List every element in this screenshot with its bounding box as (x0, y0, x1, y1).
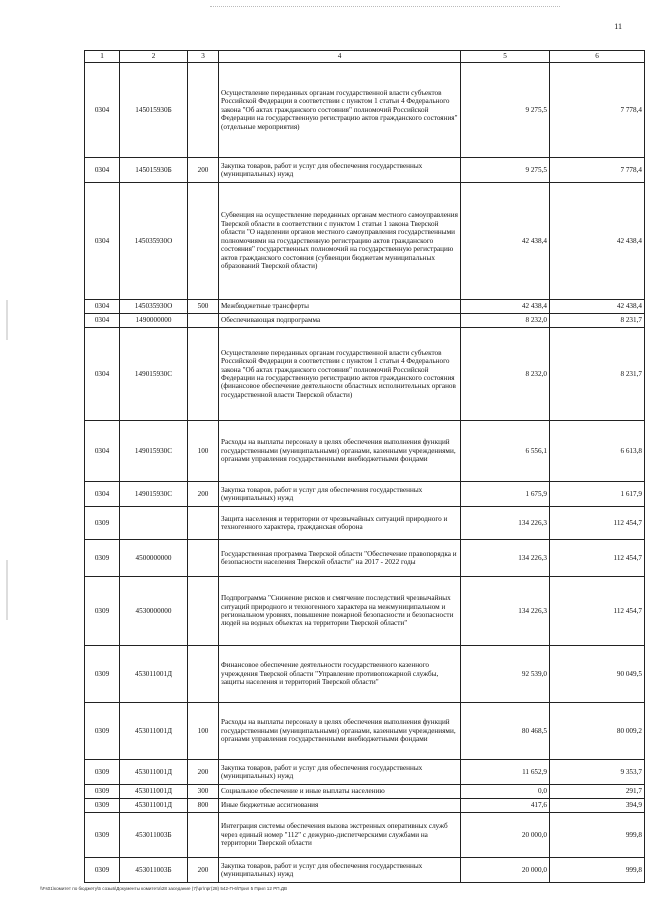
cell-expense-type: 200 (188, 482, 219, 507)
header-col-3: 3 (188, 51, 219, 63)
cell-section: 0309 (85, 799, 120, 813)
cell-target-article: 4500000000 (120, 540, 188, 577)
cell-description: Иные бюджетные ассигнования (219, 799, 461, 813)
cell-amount-actual: 6 613,8 (550, 421, 645, 482)
cell-description: Субвенция на осуществление переданных органам местного самоуправления Тверской области в соответствии с пунктом 1 статьи 1 закона Тверской области "О наделении органов местного самоуправления государственными полномочиями на государственную регистрацию актов гражданского состояния" государственных полномочий на государственную регистрацию актов гражданского состояния (субвенции бюджетам муниципальных образований Тверской области) (219, 183, 461, 300)
cell-amount-actual: 7 778,4 (550, 158, 645, 183)
cell-amount-planned: 134 226,3 (461, 577, 550, 646)
cell-amount-actual: 7 778,4 (550, 63, 645, 158)
footer-file-path: \\Fs01\комитет по бюджету\5 созыв\Документы комитета\28 заседание (7)\рг\прг(28) 542-П-6\Прил 5 Прил 12 РП.ДВ (40, 886, 288, 891)
cell-amount-planned: 134 226,3 (461, 507, 550, 540)
cell-amount-actual: 112 454,7 (550, 577, 645, 646)
cell-amount-actual: 9 353,7 (550, 760, 645, 785)
cell-target-article: 4530000000 (120, 577, 188, 646)
scan-margin-mark (6, 300, 8, 340)
cell-section: 0309 (85, 760, 120, 785)
cell-section: 0304 (85, 63, 120, 158)
cell-target-article: 149015930С (120, 421, 188, 482)
cell-section: 0309 (85, 507, 120, 540)
cell-description: Финансовое обеспечение деятельности государственного казенного учреждения Тверской области "Управление противопожарной службы, защиты населения и территорий Тверской области" (219, 646, 461, 703)
cell-amount-actual: 999,8 (550, 813, 645, 858)
header-col-2: 2 (120, 51, 188, 63)
cell-amount-actual: 999,8 (550, 858, 645, 883)
table-row (85, 646, 645, 703)
cell-description: Осуществление переданных органам государственной власти субъектов Российской Федерации в соответствии с пунктом 1 статьи 4 Федерального закона "Об актах гражданского состояния" полномочий Российской Федерации на государственную регистрацию актов гражданского состояния" (отдельные мероприятия) (219, 63, 461, 158)
table-row (85, 760, 645, 785)
table-row (85, 314, 645, 328)
cell-target-article: 453011001Д (120, 760, 188, 785)
cell-description: Подпрограмма "Снижение рисков и смягчение последствий чрезвычайных ситуаций природного и техногенного характера на межмуниципальном и региональном уровнях, повышение пожарной безопасности и безопасности людей на водных объектах на территории Тверской области" (219, 577, 461, 646)
cell-expense-type (188, 540, 219, 577)
cell-amount-planned: 92 539,0 (461, 646, 550, 703)
table-header-row (85, 51, 645, 63)
header-col-6: 6 (550, 51, 645, 63)
cell-target-article: 145035930О (120, 183, 188, 300)
cell-amount-planned: 20 000,0 (461, 813, 550, 858)
table-row (85, 813, 645, 858)
cell-amount-planned: 42 438,4 (461, 183, 550, 300)
cell-description: Закупка товаров, работ и услуг для обеспечения государственных (муниципальных) нужд (219, 760, 461, 785)
table-row (85, 421, 645, 482)
cell-section: 0309 (85, 540, 120, 577)
table-row (85, 300, 645, 314)
table-row (85, 482, 645, 507)
cell-amount-planned: 417,6 (461, 799, 550, 813)
cell-expense-type: 800 (188, 799, 219, 813)
cell-amount-actual: 394,9 (550, 799, 645, 813)
cell-amount-planned: 42 438,4 (461, 300, 550, 314)
cell-expense-type: 100 (188, 421, 219, 482)
cell-amount-actual: 80 009,2 (550, 703, 645, 760)
cell-amount-planned: 9 275,5 (461, 158, 550, 183)
cell-section: 0304 (85, 482, 120, 507)
cell-description: Обеспечивающая подпрограмма (219, 314, 461, 328)
cell-target-article: 453011003Б (120, 813, 188, 858)
cell-description: Закупка товаров, работ и услуг для обеспечения государственных (муниципальных) нужд (219, 482, 461, 507)
table-row (85, 858, 645, 883)
cell-amount-planned: 11 652,9 (461, 760, 550, 785)
cell-amount-actual: 8 231,7 (550, 328, 645, 421)
cell-amount-actual: 1 617,9 (550, 482, 645, 507)
cell-amount-actual: 8 231,7 (550, 314, 645, 328)
cell-section: 0304 (85, 183, 120, 300)
cell-description: Государственная программа Тверской области "Обеспечение правопорядка и безопасности населения Тверской области" на 2017 - 2022 годы (219, 540, 461, 577)
scan-margin-mark (6, 560, 8, 620)
cell-expense-type (188, 813, 219, 858)
table-row (85, 183, 645, 300)
cell-amount-planned: 6 556,1 (461, 421, 550, 482)
cell-amount-actual: 90 049,5 (550, 646, 645, 703)
cell-description: Интеграция системы обеспечения вызова экстренных оперативных служб через единый номер "112" с дежурно-диспетчерскими службами на территории Тверской области (219, 813, 461, 858)
cell-section: 0304 (85, 300, 120, 314)
cell-section: 0309 (85, 858, 120, 883)
budget-table-body (85, 51, 645, 883)
cell-expense-type: 100 (188, 703, 219, 760)
cell-expense-type (188, 183, 219, 300)
cell-target-article: 145015930Б (120, 158, 188, 183)
cell-amount-actual: 112 454,7 (550, 507, 645, 540)
cell-section: 0309 (85, 785, 120, 799)
cell-expense-type (188, 314, 219, 328)
cell-target-article: 453011001Д (120, 646, 188, 703)
cell-amount-actual: 42 438,4 (550, 183, 645, 300)
table-row (85, 158, 645, 183)
cell-amount-actual: 42 438,4 (550, 300, 645, 314)
table-row (85, 785, 645, 799)
table-row (85, 63, 645, 158)
cell-amount-planned: 20 000,0 (461, 858, 550, 883)
cell-expense-type (188, 328, 219, 421)
cell-description: Межбюджетные трансферты (219, 300, 461, 314)
page-number: 11 (614, 22, 622, 31)
cell-amount-planned: 134 226,3 (461, 540, 550, 577)
cell-expense-type: 200 (188, 158, 219, 183)
cell-section: 0309 (85, 703, 120, 760)
table-row (85, 540, 645, 577)
table-row (85, 577, 645, 646)
cell-amount-actual: 112 454,7 (550, 540, 645, 577)
cell-expense-type: 500 (188, 300, 219, 314)
scan-top-line (210, 6, 560, 7)
cell-amount-planned: 8 232,0 (461, 314, 550, 328)
cell-section: 0309 (85, 813, 120, 858)
cell-description: Расходы на выплаты персоналу в целях обеспечения выполнения функций государственными (муниципальными) органами, казенными учреждениями, органами управления государственными внебюджетными фондами (219, 421, 461, 482)
header-col-4: 4 (219, 51, 461, 63)
cell-expense-type (188, 507, 219, 540)
header-col-5: 5 (461, 51, 550, 63)
table-row (85, 328, 645, 421)
cell-expense-type (188, 577, 219, 646)
cell-expense-type (188, 646, 219, 703)
cell-amount-planned: 80 468,5 (461, 703, 550, 760)
cell-amount-planned: 8 232,0 (461, 328, 550, 421)
cell-amount-planned: 1 675,9 (461, 482, 550, 507)
cell-expense-type: 200 (188, 760, 219, 785)
cell-expense-type: 200 (188, 858, 219, 883)
cell-target-article (120, 507, 188, 540)
cell-target-article: 149015930С (120, 482, 188, 507)
table-row (85, 507, 645, 540)
cell-expense-type: 300 (188, 785, 219, 799)
cell-target-article: 453011003Б (120, 858, 188, 883)
cell-section: 0304 (85, 328, 120, 421)
cell-target-article: 453011001Д (120, 785, 188, 799)
cell-target-article: 453011001Д (120, 799, 188, 813)
cell-description: Осуществление переданных органам государственной власти субъектов Российской Федерации в соответствии с пунктом 1 статьи 4 Федерального закона "Об актах гражданского состояния" полномочий Российской Федерации на государственную регистрацию актов гражданского состояния (финансовое обеспечение деятельности областных исполнительных органов государственной власти Тверской области) (219, 328, 461, 421)
budget-table (84, 50, 645, 883)
cell-expense-type (188, 63, 219, 158)
cell-section: 0309 (85, 646, 120, 703)
cell-target-article: 453011001Д (120, 703, 188, 760)
table-row (85, 703, 645, 760)
table-row (85, 799, 645, 813)
cell-amount-planned: 9 275,5 (461, 63, 550, 158)
cell-target-article: 145035930О (120, 300, 188, 314)
cell-description: Расходы на выплаты персоналу в целях обеспечения выполнения функций государственными (муниципальными) органами, казенными учреждениями, органами управления государственными внебюджетными фондами (219, 703, 461, 760)
cell-amount-planned: 0,0 (461, 785, 550, 799)
header-col-1: 1 (85, 51, 120, 63)
cell-description: Защита населения и территории от чрезвычайных ситуаций природного и техногенного характера, гражданская оборона (219, 507, 461, 540)
cell-description: Закупка товаров, работ и услуг для обеспечения государственных (муниципальных) нужд (219, 858, 461, 883)
cell-amount-actual: 291,7 (550, 785, 645, 799)
cell-description: Закупка товаров, работ и услуг для обеспечения государственных (муниципальных) нужд (219, 158, 461, 183)
cell-description: Социальное обеспечение и иные выплаты населению (219, 785, 461, 799)
cell-section: 0309 (85, 577, 120, 646)
cell-section: 0304 (85, 314, 120, 328)
cell-section: 0304 (85, 158, 120, 183)
cell-section: 0304 (85, 421, 120, 482)
cell-target-article: 149015930С (120, 328, 188, 421)
cell-target-article: 1490000000 (120, 314, 188, 328)
cell-target-article: 145015930Б (120, 63, 188, 158)
